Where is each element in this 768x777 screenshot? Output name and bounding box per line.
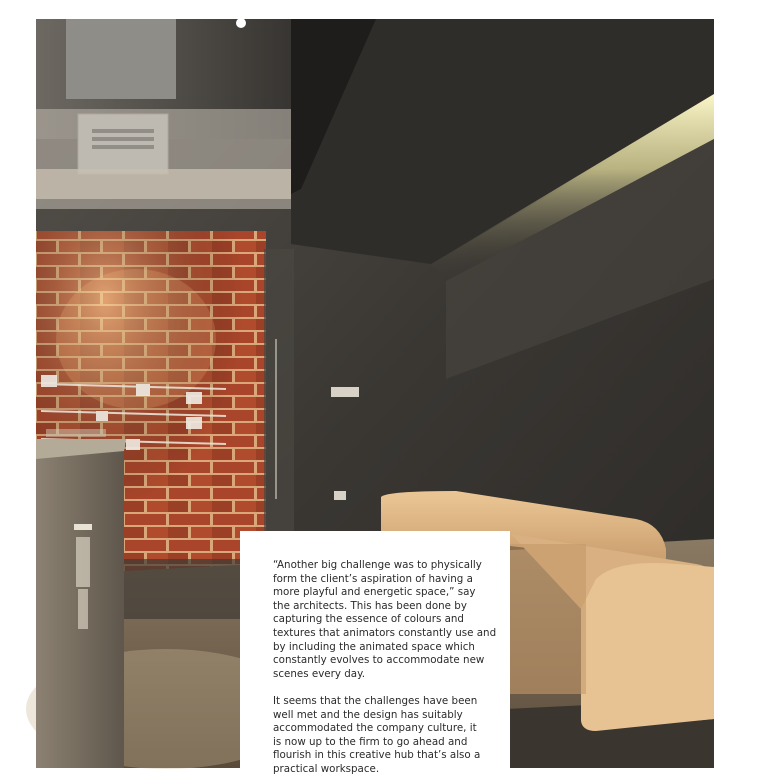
article-paragraph-2: It seems that the challenges have been well met and the design has suitably accommodated the company culture, it is now up to the firm to go ahead and flourish in this creative hub that’s also a practical workspace. (273, 694, 481, 775)
reception-counter (36, 439, 126, 768)
ceiling-light (236, 18, 246, 28)
air-duct (66, 19, 176, 99)
counter-glass (46, 429, 106, 437)
article-text-box (240, 531, 510, 775)
wall-socket (334, 491, 346, 500)
article-paragraph-1: “Another big challenge was to physically form the client’s aspiration of having a more playful and energetic space,” say the architects. This has been done by capturing the essence of colours and textures that animators constantly use and by including the animated space which constantly evolves to accommodate new scenes every day. (273, 559, 497, 680)
light-switch (331, 387, 359, 397)
glass-door (264, 249, 294, 569)
